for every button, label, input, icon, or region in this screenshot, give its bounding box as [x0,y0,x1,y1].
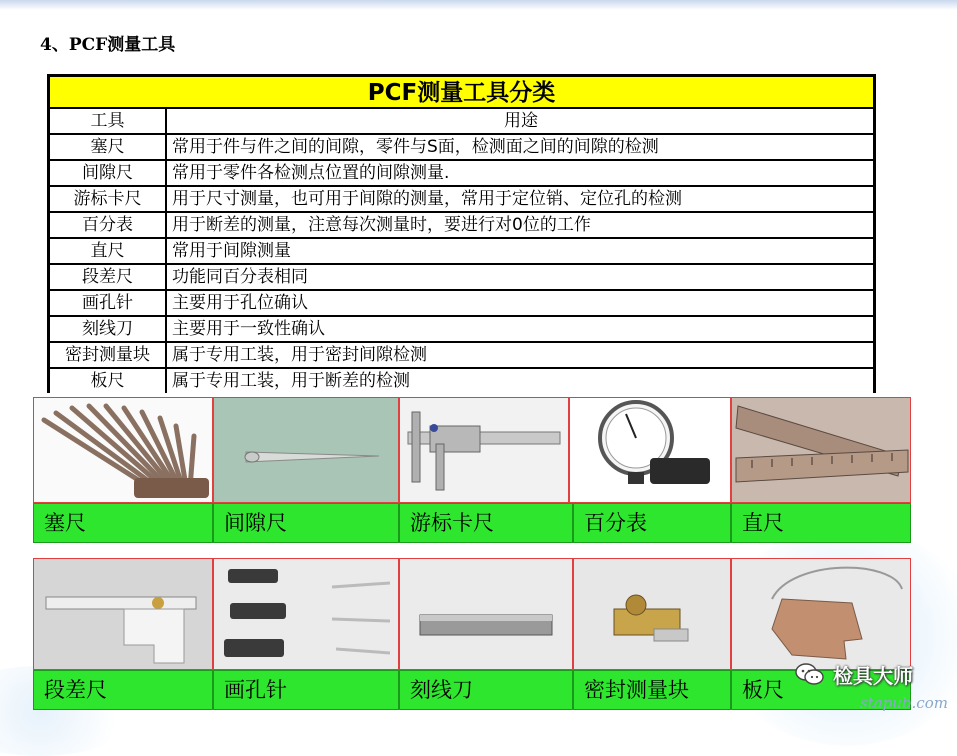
top-band [0,0,957,10]
label-marking-knife: 刻线刀 [399,670,573,710]
table-title: PCF测量工具分类 [50,77,873,109]
photo-scribe-pins [213,558,399,670]
photo-feeler-gauge [33,397,213,503]
label-seal-gauge-block: 密封测量块 [573,670,731,710]
table-row [50,317,873,341]
table-row [50,187,873,211]
header-tool: 工具 [50,109,167,133]
cell-tool: 直尺 [50,239,167,263]
photo-dial-indicator [569,397,731,503]
cell-use: 属于专用工装，用于密封间隙检测 [172,345,427,365]
label-feeler-gauge: 塞尺 [33,503,213,543]
cell-use: 常用于零件各检测点位置的间隙测量. [172,163,450,183]
cell-use: 主要用于孔位确认 [172,293,308,313]
table-header-row [50,109,873,133]
page-heading: 4、PCF测量工具 [40,35,176,55]
header-use: 用途 [504,111,538,131]
watermark-text: 检具大师 [833,664,913,688]
label-scribe-pins: 画孔针 [213,670,399,710]
cell-tool: 密封测量块 [50,343,167,367]
cell-tool: 段差尺 [50,265,167,289]
photo-marking-knife [399,558,573,670]
table-row [50,369,873,393]
tools-table [47,74,876,393]
table-row [50,161,873,185]
cell-tool: 间隙尺 [50,161,167,185]
photo-seal-gauge-block [573,558,731,670]
label-straight-ruler: 直尺 [731,503,911,543]
cell-tool: 百分表 [50,213,167,237]
cell-use: 属于专用工装，用于断差的检测 [172,371,410,391]
wechat-icon [795,663,825,685]
photo-plate-ruler [731,558,911,670]
label-step-gauge: 段差尺 [33,670,213,710]
cell-tool: 板尺 [50,369,167,393]
table-row [50,239,873,263]
cell-tool: 画孔针 [50,291,167,315]
cell-tool: 刻线刀 [50,317,167,341]
cell-use: 用于断差的测量，注意每次测量时，要进行对0位的工作 [172,215,591,235]
table-row [50,213,873,237]
cell-tool: 游标卡尺 [50,187,167,211]
table-row [50,343,873,367]
label-dial-indicator: 百分表 [573,503,731,543]
photo-step-gauge [33,558,213,670]
label-gap-ruler: 间隙尺 [213,503,399,543]
photo-straight-ruler [731,397,911,503]
cell-use: 主要用于一致性确认 [172,319,325,339]
cell-use: 功能同百分表相同 [172,267,308,287]
cell-use: 常用于件与件之间的间隙，零件与S面，检测面之间的间隙的检测 [172,137,659,157]
cell-use: 常用于间隙测量 [172,241,291,261]
watermark-site: stapub.com [860,694,948,712]
table-row [50,291,873,315]
label-vernier-caliper: 游标卡尺 [399,503,573,543]
label-plate-ruler: 板尺 [731,670,911,710]
table-row [50,135,873,159]
photo-gap-ruler [213,397,399,503]
cell-tool: 塞尺 [50,135,167,159]
cell-use: 用于尺寸测量，也可用于间隙的测量，常用于定位销、定位孔的检测 [172,189,682,209]
photo-vernier-caliper [399,397,569,503]
table-row [50,265,873,289]
